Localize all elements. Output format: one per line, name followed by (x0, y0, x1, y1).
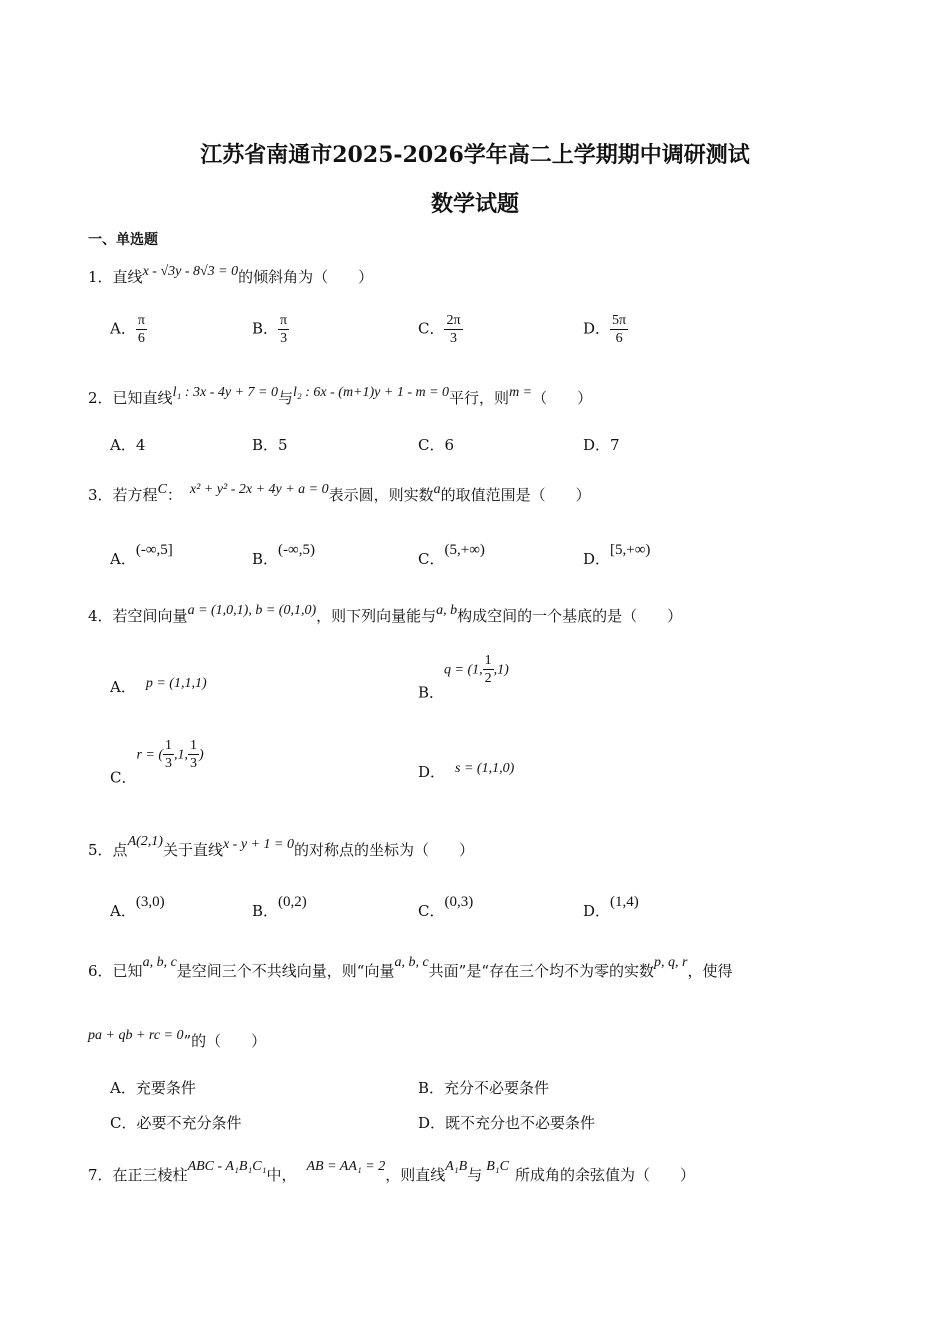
option-c[interactable]: C． $\frac{2\pi}{3}$ (418, 313, 461, 346)
option-b[interactable]: B． $\frac{\pi}{3}$ (252, 313, 288, 346)
section-heading: 一、单选题 (88, 232, 158, 248)
question-4: 4．若空间向量a = (1,0,1), b = (0,1,0)，则下列向量能与a, b构成空间的一个基底的是（ ） (88, 603, 683, 625)
math-expression: A(2,1) (127, 834, 163, 849)
math-expression: x - y + 1 = 0 (222, 837, 294, 852)
option-a[interactable]: A． p = (1,1,1) (110, 676, 207, 696)
question-2: 2．已知直线l₁ : 3x - 4y + 7 = 0与l₂ : 6x - (m+1)y + 1 - m = 0平行，则m =（ ） (88, 385, 593, 407)
option-b[interactable]: B．5 (252, 436, 288, 454)
option-d[interactable]: D．7 (583, 436, 620, 454)
math-expression: ABC - A₁B₁C₁ (187, 1159, 267, 1174)
math-expression: C (157, 482, 167, 497)
option-a[interactable]: A．(-∞,5] (110, 542, 173, 568)
math-expression: AB = AA₁ = 2 (306, 1159, 386, 1174)
option-c[interactable]: C．6 (418, 436, 455, 454)
option-d[interactable]: D． $\frac{5\pi}{6}$ (583, 313, 627, 346)
math-expression: m = (509, 385, 533, 400)
option-b[interactable]: B．(-∞,5) (252, 542, 315, 568)
option-d[interactable]: D．既不充分也不必要条件 (418, 1114, 596, 1132)
fraction: $\frac{5\pi}{6}$ (612, 313, 627, 346)
option-a[interactable]: A．充要条件 (110, 1079, 196, 1097)
option-a[interactable]: A．4 (110, 436, 146, 454)
math-expression: x - √3y - 8√3 = 0 (142, 264, 239, 279)
question-text: 的倾斜角为（ ） (238, 268, 374, 286)
question-6: 6．已知a, b, c是空间三个不共线向量，则“向量a, b, c共面”是“存在三个均不为零的实数p, q, r，使得 (88, 955, 733, 980)
option-b[interactable]: B．(0,2) (252, 894, 307, 920)
math-expression: a, b, c (142, 955, 177, 970)
math-expression: a (433, 482, 441, 497)
question-text: 直线 (112, 268, 143, 286)
math-expression: a = (1,0,1), b = (0,1,0) (187, 603, 317, 618)
math-expression: l₂ : 6x - (m+1)y + 1 - m = 0 (292, 385, 450, 400)
math-expression: p, q, r (654, 955, 688, 970)
option-d[interactable]: D． s = (1,1,0) (418, 761, 515, 781)
question-1 (88, 264, 373, 287)
option-b[interactable]: B．充分不必要条件 (418, 1079, 550, 1097)
option-c[interactable]: C．必要不充分条件 (110, 1114, 242, 1132)
fraction: $\frac{\pi}{3}$ (280, 313, 288, 346)
option-a[interactable]: A．(3,0) (110, 894, 165, 920)
page-subtitle: 数学试题 (430, 191, 519, 217)
option-d[interactable]: D．[5,+∞) (583, 542, 651, 568)
math-expression: pa + qb + rc = 0 (88, 1028, 184, 1043)
question-3: 3．若方程C： x² + y² - 2x + 4y + a = 0表示圆，则实数a的取值范围是（ ） (88, 482, 591, 504)
question-number: 1． (88, 268, 113, 286)
option-d[interactable]: D．(1,4) (583, 894, 639, 920)
option-c[interactable]: C．r = ( $\frac{1}{3}$ ,1, $\frac{1}{3}$ ) (110, 738, 204, 787)
option-a[interactable]: A． $\frac{\pi}{6}$ (110, 313, 145, 346)
math-expression: a, b, c (394, 955, 429, 970)
math-expression: l₁ : 3x - 4y + 7 = 0 (172, 385, 278, 400)
question-6-line2: pa + qb + rc = 0”的（ ） (88, 1028, 267, 1050)
page-title: 江苏省南通市2025-2026学年高二上学期期中调研测试 (200, 142, 750, 168)
question-7: 7．在正三棱柱ABC - A₁B₁C₁中， AB = AA₁ = 2，则直线A₁B与 B₁C 所成角的余弦值为（ ） (88, 1159, 695, 1184)
option-c[interactable]: C．(0,3) (418, 894, 474, 920)
option-b[interactable]: B．q = (1, $\frac{1}{2}$ ,1) (418, 653, 509, 702)
math-expression: x² + y² - 2x + 4y + a = 0 (189, 482, 329, 497)
option-c[interactable]: C．(5,+∞) (418, 542, 485, 568)
math-expression: B₁C (486, 1159, 509, 1174)
math-expression: a, b (436, 603, 458, 618)
question-5: 5．点A(2,1)关于直线x - y + 1 = 0的对称点的坐标为（ ） (88, 834, 474, 859)
fraction: $\frac{\pi}{6}$ (137, 313, 145, 346)
fraction: $\frac{2\pi}{3}$ (446, 313, 461, 346)
math-expression: A₁B (445, 1159, 468, 1174)
